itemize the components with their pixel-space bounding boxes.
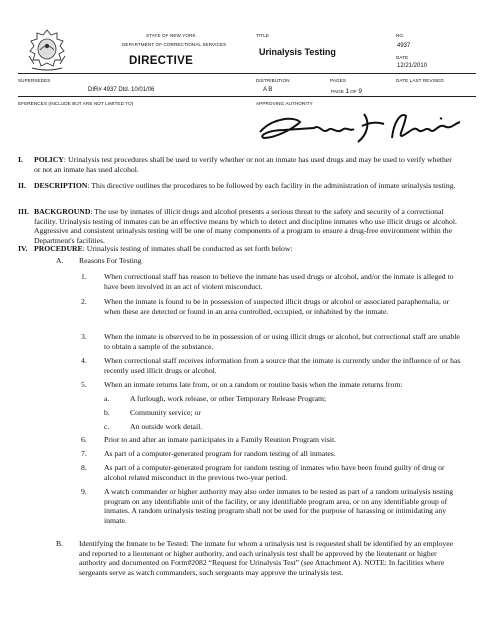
subsection-letter: B. bbox=[56, 539, 64, 548]
reason-item-2 bbox=[81, 297, 461, 316]
page-indicator bbox=[331, 88, 362, 95]
item-number: 1. bbox=[81, 272, 87, 281]
subsection-b bbox=[56, 539, 458, 578]
document-type: DIRECTIVE bbox=[129, 55, 194, 67]
item-text: A furlough, work release, or other Temporary Release Program; bbox=[130, 394, 327, 403]
subsection-title: Reasons For Testing bbox=[79, 256, 142, 265]
subsection-a bbox=[56, 256, 456, 266]
subsection-letter: A. bbox=[56, 256, 64, 265]
approving-label: APPROVING AUTHORITY bbox=[256, 101, 313, 106]
item-text: As part of a computer-generated program for random testing of inmates who have been found guilty of drug or alcohol related misconduct in the previous two-year period. bbox=[104, 463, 445, 482]
approving-signature bbox=[254, 108, 468, 144]
pages-label: PAGES bbox=[330, 78, 346, 83]
date-label: DATE bbox=[396, 55, 409, 60]
distribution-value: A B bbox=[263, 87, 273, 93]
distribution-label: DISTRIBUTION bbox=[256, 78, 290, 83]
page-total: 9 bbox=[358, 88, 362, 95]
item-number: 6. bbox=[81, 435, 87, 444]
reason-item-4 bbox=[81, 356, 461, 375]
item-text: A watch commander or higher authority may also order inmates to be tested as part of a random urinalysis testing program on any identifiable unit of the facility, or any identifiable program area, or on any identifiable group of inmates. A random urinalysis testing program shall not be used for the purpose of harassing or intimidating any inmate. bbox=[104, 487, 454, 526]
section-text: : Urinalysis testing of inmates shall be conducted as set forth below: bbox=[82, 244, 293, 253]
reason-item-5a bbox=[104, 394, 444, 404]
item-letter: b. bbox=[104, 408, 110, 417]
item-number: 4. bbox=[81, 356, 87, 365]
item-text: An outside work detail. bbox=[130, 422, 203, 431]
references-label: EFERENCES (INCLUDE BUT ARE NOT LIMITED TO) bbox=[18, 101, 134, 106]
reason-item-7 bbox=[81, 449, 461, 459]
subsection-text: Identifying the Inmate to be Tested: The inmate for whom a urinalysis test is requested shall be identified by an employee and reported to a lieutenant or higher authority, and each urinalysis test shall be approved by the lieutenant or higher authority and documented on Form#2082 “Request for Urinalysis Test” (see Attachment A). NOTE: In facilities where sergeants serve as watch commanders, such sergeants may approve the urinalysis test. bbox=[79, 539, 454, 578]
item-text: As part of a computer-generated program for random testing of all inmates. bbox=[104, 449, 336, 458]
section-heading: BACKGROUND bbox=[34, 207, 91, 216]
header-rule-1 bbox=[18, 73, 476, 74]
page-word: PAGE bbox=[331, 90, 344, 95]
revised-label: DATE LAST REVISED bbox=[396, 78, 444, 83]
item-letter: a. bbox=[104, 394, 110, 403]
item-number: 8. bbox=[81, 463, 87, 472]
item-text: When the inmate is found to be in possession of suspected illicit drugs or alcohol or associated paraphernalia, or when these are detected or found in an area controlled, occupied, or inhabited by the inmate. bbox=[104, 297, 450, 316]
section-text: : Urinalysis test procedures shall be used to verify whether or not an inmate has used drugs and may be used to verify whether or not an inmate has used alcohol. bbox=[34, 155, 452, 174]
section-description bbox=[18, 181, 458, 191]
page-current: 1 bbox=[345, 88, 349, 95]
section-text: : This directive outlines the procedures to be followed by each facility in the administration of inmate urinalysis testing. bbox=[87, 181, 456, 190]
item-text: When the inmate is observed to be in possession of or using illicit drugs or alcohol, but correctional staff are unable to obtain a sample of the substance. bbox=[104, 332, 460, 351]
item-text: Prior to and after an inmate participates in a Family Reunion Program visit. bbox=[104, 435, 337, 444]
section-policy bbox=[18, 155, 458, 174]
section-background bbox=[18, 207, 458, 246]
section-procedure bbox=[18, 244, 458, 254]
reason-item-6 bbox=[81, 435, 461, 445]
reason-item-3 bbox=[81, 332, 461, 351]
item-number: 3. bbox=[81, 332, 87, 341]
section-number: I. bbox=[18, 155, 23, 164]
reason-item-5 bbox=[81, 380, 461, 390]
reason-item-5c bbox=[104, 422, 444, 432]
title-label: TITLE bbox=[256, 33, 270, 38]
directive-number: 4937 bbox=[397, 43, 411, 49]
section-heading: POLICY bbox=[34, 155, 64, 164]
section-heading: PROCEDURE bbox=[34, 244, 83, 253]
directive-title: Urinalysis Testing bbox=[259, 47, 336, 57]
reason-item-9 bbox=[81, 487, 461, 526]
department-name: DEPARTMENT OF CORRECTIONAL SERVICES bbox=[122, 42, 227, 47]
item-number: 5. bbox=[81, 380, 87, 389]
item-text: When correctional staff has reason to believe the inmate has used drugs or alcohol, and/or the inmate is alleged to have been involved in an act of violent misconduct. bbox=[104, 272, 454, 291]
state-seal bbox=[26, 28, 68, 72]
header-rule-2 bbox=[18, 96, 476, 97]
item-text: When correctional staff receives information from a source that the inmate is currently under the influence of or has recently used illicit drugs or alcohol. bbox=[104, 356, 461, 375]
item-letter: c. bbox=[104, 422, 110, 431]
reason-item-8 bbox=[81, 463, 461, 482]
item-number: 2. bbox=[81, 297, 87, 306]
directive-date: 12/21/2010 bbox=[397, 63, 428, 69]
supersedes-value: DIR# 4937 Dtd. 10/01/06 bbox=[88, 87, 155, 93]
section-number: III. bbox=[18, 207, 29, 216]
item-text: When an inmate returns late from, or on a random or routine basis when the inmate returns from: bbox=[104, 380, 403, 389]
reason-item-5b bbox=[104, 408, 444, 418]
supersedes-label: SUPERSEDES bbox=[18, 78, 51, 83]
page-of: OF bbox=[350, 90, 357, 95]
item-text: Community service; or bbox=[130, 408, 201, 417]
number-label: NO. bbox=[396, 33, 405, 38]
item-number: 7. bbox=[81, 449, 87, 458]
section-number: II. bbox=[18, 181, 26, 190]
section-number: IV. bbox=[18, 244, 28, 253]
reason-item-1 bbox=[81, 272, 461, 291]
section-heading: DESCRIPTION bbox=[34, 181, 88, 190]
item-number: 9. bbox=[81, 487, 87, 496]
section-text: : The use by inmates of illicit drugs and alcohol presents a serious threat to the safety and security of a correctional facility. Urinalysis testing of inmates can be an effective means by which to detect and discipline inmates who use illicit drugs or alcohol. Aggressive and consistent urinalysis testing will be one of many components of a program to ensure a drug-free environment within the Department's facilities. bbox=[34, 207, 457, 246]
state-name: STATE OF NEW YORK bbox=[146, 33, 196, 38]
